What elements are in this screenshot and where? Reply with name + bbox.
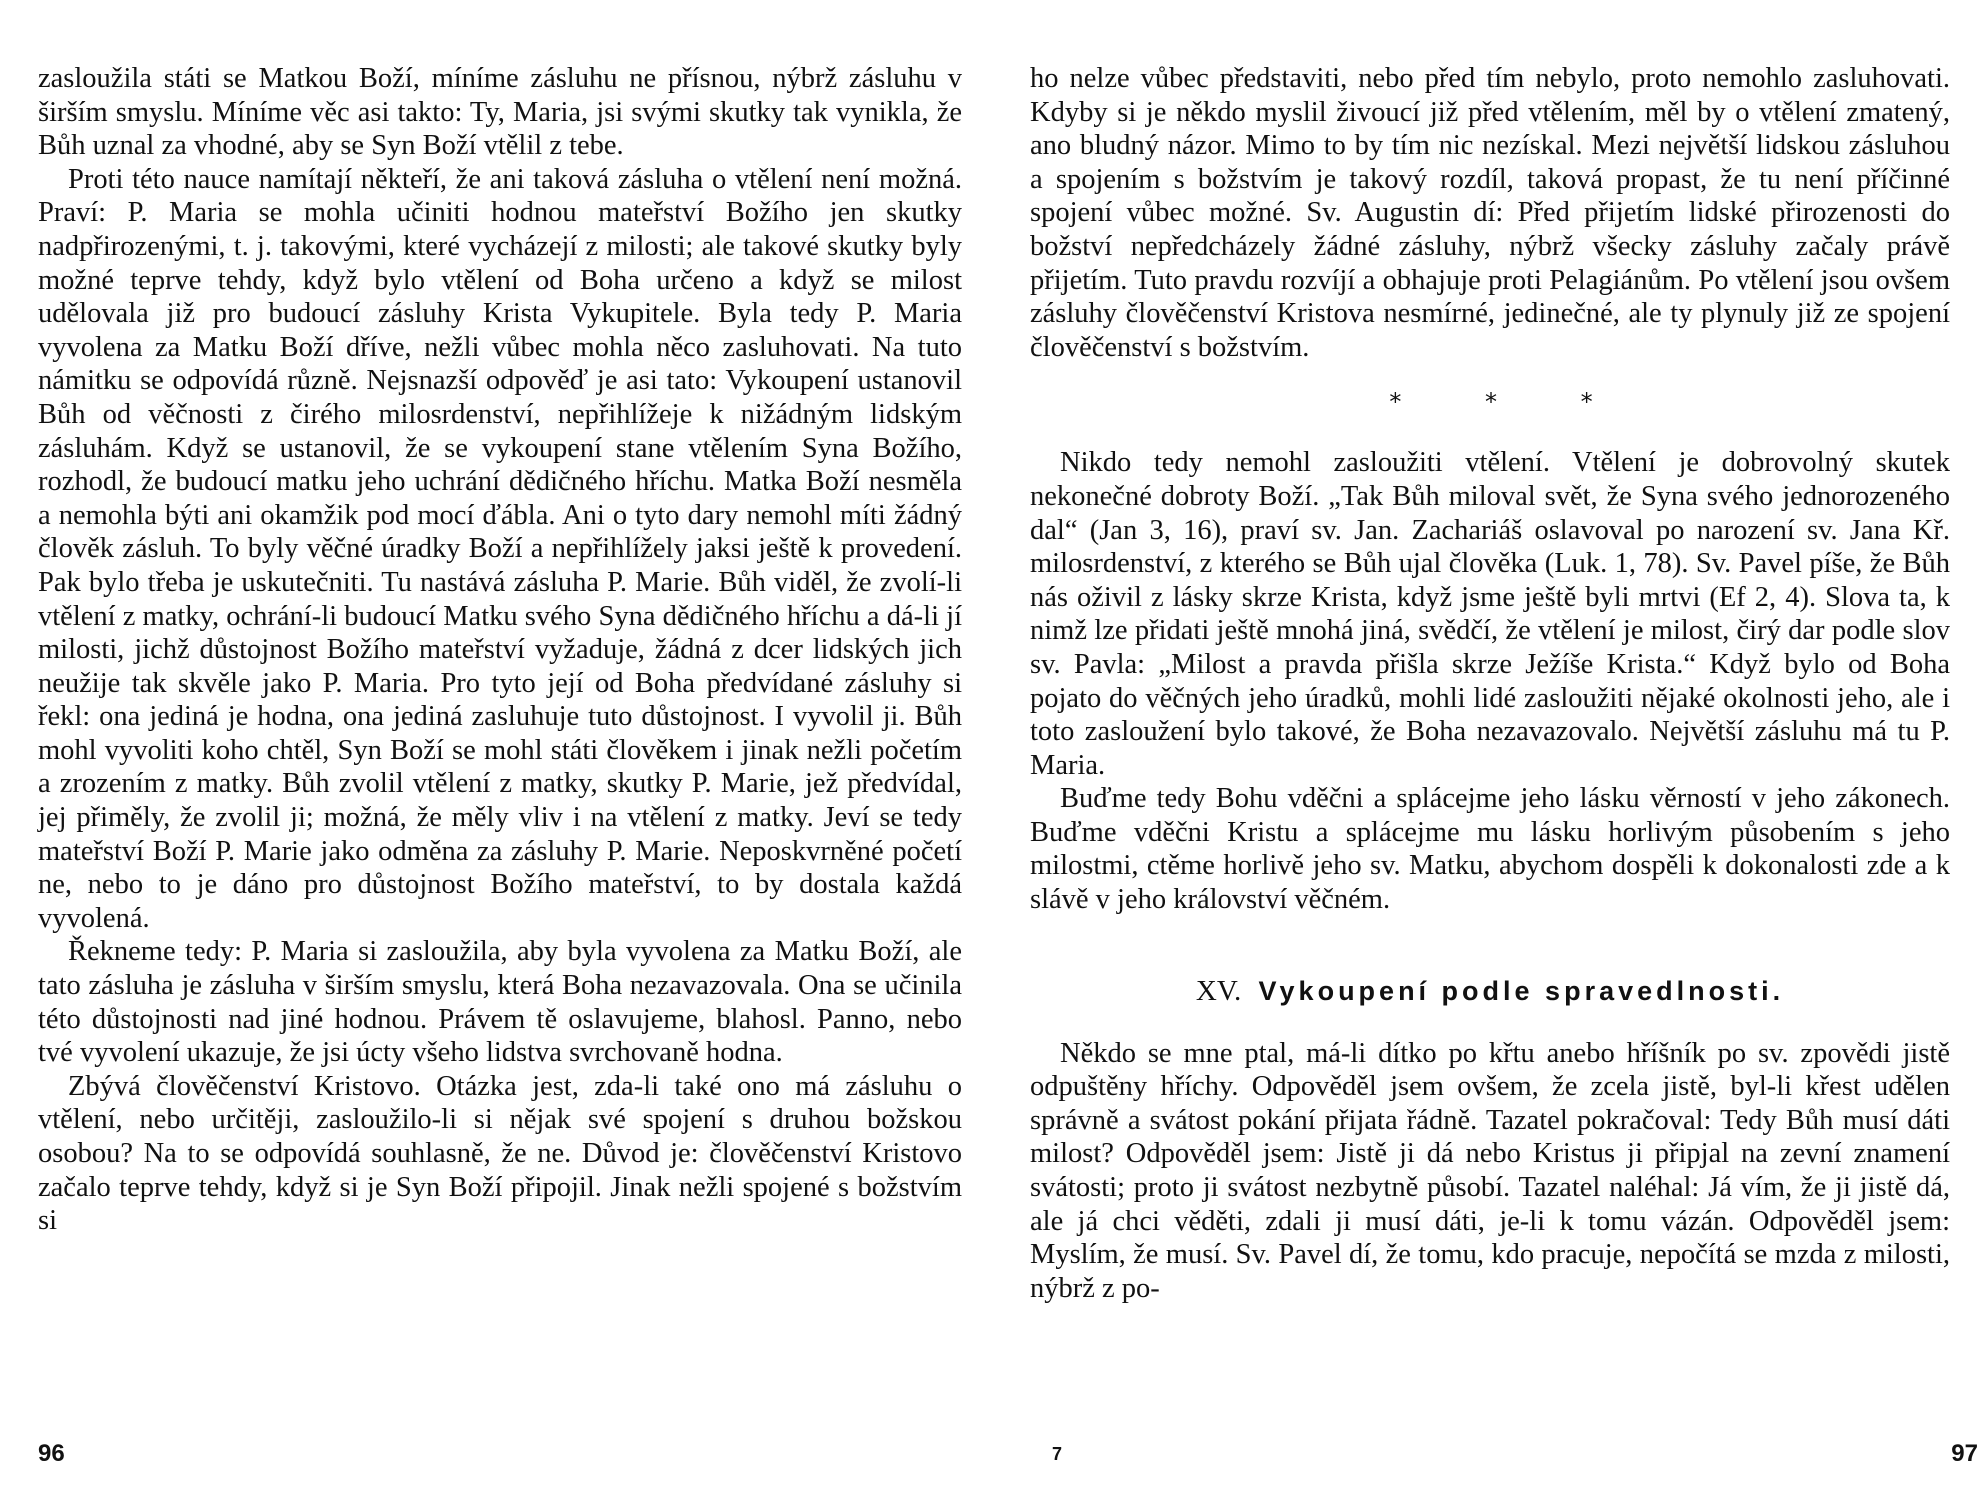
- right-text-column: [1030, 62, 1950, 1305]
- left-text-column: [38, 62, 962, 1238]
- left-paragraph-4: Zbývá člověčenství Kristovo. Otázka jest, zda-li také ono má zásluhu o vtělení, nebo určitěji, zasloužilo-li si nějak své spojení s druhou božskou osobou? Na to se odpovídá souhlasně, že ne. Důvod je: člověčenství Kristovo začalo teprve tehdy, když si je Syn Boží připojil. Jinak nežli spojené s božstvím si: [38, 1070, 962, 1237]
- section-break-stars: * * *: [1389, 388, 1631, 417]
- right-paragraph-2: Nikdo tedy nemohl zasloužiti vtělení. Vtělení je dobrovolný skutek nekonečné dobroty Boží. „Tak Bůh miloval svět, že Syna svého jednorozeného dal“ (Jan 3, 16), praví sv. Jan. Zachariáš oslavoval po narození sv. Jana Kř. milosrdenství, z kterého se Bůh ujal člověka (Luk. 1, 78). Sv. Pavel píše, že Bůh nás oživil z lásky skrze Krista, když jsme ještě byli mrtvi (Ef 2, 4). Slova ta, k nimž lze přidati ještě mnohá jiná, svědčí, že vtělení je milost, čirý dar podle slov sv. Pavla: „Milost a pravda přišla skrze Ježíše Krista.“ Když bylo od Boha pojato do věčných jeho úradků, mohli lidé zasloužiti nějaké okolnosti jeho, ale i toto zasloužení bylo takové, že Boha nezavazovalo. Největší zásluhu má tu P. Maria.: [1030, 447, 1950, 781]
- right-page-number: 97: [1951, 1440, 1978, 1467]
- chapter-title: Vykoupení podle spravedlnosti.: [1258, 975, 1785, 1006]
- left-page: [38, 0, 962, 1500]
- right-paragraph-3: Buďme tedy Bohu vděčni a splácejme jeho lásku věrností v jeho zákonech. Buďme vděčni Kristu a splácejme mu lásku horlivým působením s jeho milostmi, ctěme horlivě jeho sv. Matku, abychom dospěli k dokonalosti zde a k slávě v jeho království věčném.: [1030, 783, 1950, 916]
- right-paragraph-4: Někdo se mne ptal, má-li dítko po křtu anebo hříšník po sv. zpovědi jistě odpuštěny hříchy. Odpověděl jsem ovšem, že zcela jistě, byl-li křest udělen správně a svátost pokání přijata řádně. Tazatel pokračoval: Tedy Bůh musí dáti milost? Odpověděl jsem: Jistě ji dá nebo Kristus ji připjal na zevní znamení svátosti; proto ji svátost nezbytně působí. Tazatel naléhal: Já vím, že ji jistě dá, ale já chci věděti, zdali ji musí dáti, je-li k tomu vázán. Odpověděl jsem: Myslím, že musí. Sv. Pavel dí, že tomu, kdo pracuje, nepočítá se mzda z milosti, nýbrž z po-: [1030, 1037, 1950, 1304]
- right-page: [1030, 0, 1950, 1500]
- left-paragraph-2: Proti této nauce namítají někteří, že ani taková zásluha o vtělení není možná. Praví: P. Maria se mohla učiniti hodnou mateřství Božího jen skutky nadpřirozenými, t. j. takovými, které vycházejí z milosti; ale takové skutky byly možné teprve tehdy, když bylo vtělení od Boha určeno a když se milost udělovala již pro budoucí zásluhy Krista Vykupitele. Byla tedy P. Maria vyvolena za Matku Boží dříve, nežli vůbec mohla něco zasluhovati. Na tuto námitku se odpovídá různě. Nejsnazší odpověď je asi tato: Vykoupení ustanovil Bůh od věčnosti z čirého milosrdenství, nepřihlížeje k nižádným lidským zásluhám. Když se ustanovil, že se vykoupení stane vtělením Syna Božího, rozhodl, že budoucí matku jeho uchrání dědičného hříchu. Matka Boží nesměla a nemohla býti ani okamžik pod mocí ďábla. Ani o tyto dary nemohl míti žádný člověk zásluh. To byly věčné úradky Boží a nepřihlížely jaksi ještě k provedení. Pak bylo třeba je uskutečniti. Tu nastává zásluha P. Marie. Bůh viděl, že zvolí-li vtělení z matky, ochrání-li budoucí Matku svého Syna dědičného hříchu a dá-li jí milosti, jichž důstojnost Božího mateřství vyžaduje, žádná z dcer lidských jich neužije tak skvěle jako P. Maria. Pro tyto její od Boha předvídané zásluhy si řekl: ona jediná je hodna, ona jediná zasluhuje tuto důstojnost. I vyvolil ji. Bůh mohl vyvoliti koho chtěl, Syn Boží se mohl státi člověkem i jinak nežli početím a zrozením z matky. Bůh zvolil vtělení z matky, skutky P. Marie, jež předvídal, jej přiměly, že zvolil ji; možná, že měly vliv i na vtělení z matky. Jeví se tedy mateřství Boží P. Marie jako odměna za zásluhy P. Marie. Neposkvrněné početí ne, nebo to je dáno pro důstojnost Božího mateřství, to by dostala každá vyvolená.: [38, 163, 962, 934]
- chapter-number: XV.: [1195, 974, 1242, 1007]
- right-paragraph-1: ho nelze vůbec představiti, nebo před tím nebylo, proto nemohlo zasluhovati. Kdyby si je někdo myslil živoucí již před vtělením, měl by o vtělení zmatený, ano bludný názor. Mimo to by tím nic nezískal. Mezi největší lidskou zásluhou a spojením s božstvím je takový rozdíl, taková propast, že tu není příčinné spojení vůbec možné. Sv. Augustin dí: Před přijetím lidské přirozenosti do božství nepředcházely žádné zásluhy, nýbrž všecky zásluhy začaly právě přijetím. Tuto pravdu rozvíjí a obhajuje proti Pelagiánům. Po vtělení jsou ovšem zásluhy člověčenství Kristova nesmírné, jedinečné, ale ty plynuly již ze spojení člověčenství s božstvím.: [1030, 63, 1950, 363]
- printer-signature-mark: 7: [1052, 1444, 1063, 1464]
- left-paragraph-3: Řekneme tedy: P. Maria si zasloužila, aby byla vyvolena za Matku Boží, ale tato zásluha je zásluha v širším smyslu, která Boha nezavazovala. Ona se učinila této důstojnosti nad jiné hodnou. Právem tě oslavujeme, blahosl. Panno, nebo tvé vyvolení ukazuje, že jsi úcty všeho lidstva svrchovaně hodna.: [38, 936, 962, 1069]
- left-paragraph-1: zasloužila státi se Matkou Boží, míníme zásluhu ne přísnou, nýbrž zásluhu v širším smyslu. Míníme věc asi takto: Ty, Maria, jsi svými skutky tak vynikla, že Bůh uznal za vhodné, aby se Syn Boží vtělil z tebe.: [38, 63, 962, 162]
- left-page-number: 96: [38, 1440, 65, 1467]
- chapter-heading: [1030, 973, 1950, 1009]
